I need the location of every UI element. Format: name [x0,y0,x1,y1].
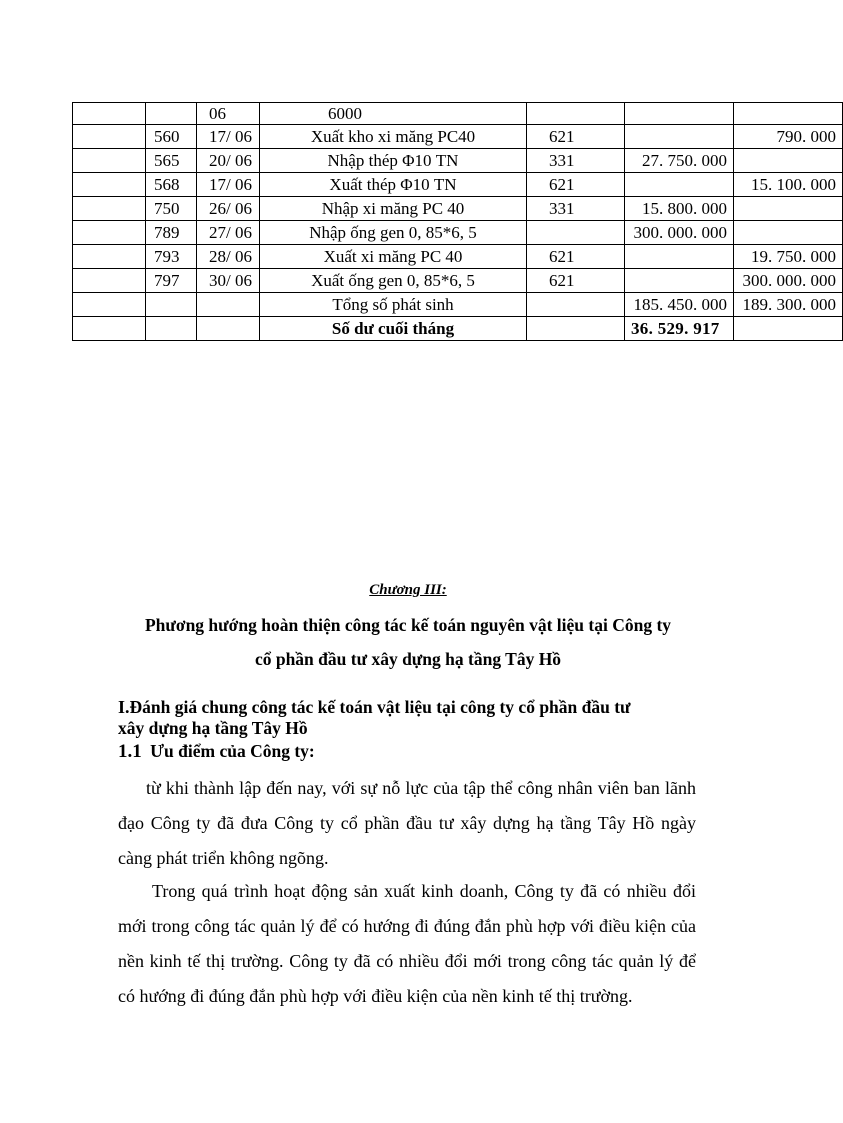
table-cell-doc-number: 560 [146,125,197,149]
table-cell-debit [625,245,734,269]
paragraph: Trong quá trình hoạt động sản xuất kinh doanh, Công ty đã có nhiều đổi mới trong công tác quản lý để có hướng đi đúng đắn phù hợp với điều kiện của nền kinh tế thị trường. Công ty đã có nhiều đổi mới trong công tác quản lý để có hướng đi đúng đắn phù hợp với điều kiện của nền kinh tế thị trường. [118,881,696,1006]
table-cell-date: 28/ 06 [197,245,260,269]
table-cell-date: 27/ 06 [197,221,260,245]
table-cell-description: Xuất kho xi măng PC40 [260,125,527,149]
table-cell-debit: 300. 000. 000 [625,221,734,245]
table-row [73,103,843,125]
table-cell-credit: 19. 750. 000 [734,245,843,269]
table-cell-date: 30/ 06 [197,269,260,293]
table-row [73,197,843,221]
table-cell-credit: 300. 000. 000 [734,269,843,293]
table-cell-account [527,103,625,125]
table-cell-debit [625,269,734,293]
chapter-label: Chương III: [369,582,447,598]
table-row [73,245,843,269]
table-cell [73,221,146,245]
table-cell-credit [734,149,843,173]
table-cell [73,173,146,197]
table-cell [197,317,260,341]
table-cell-description: Tổng số phát sinh [260,293,527,317]
subsection-title: Ưu điểm của Công ty: [150,741,315,761]
table-cell-debit [625,173,734,197]
table-cell-date: 26/ 06 [197,197,260,221]
table-cell-date: 06 [197,103,260,125]
table-cell-credit [734,197,843,221]
table-row-closing-balance [73,317,843,341]
table-cell-description: Nhập ống gen 0, 85*6, 5 [260,221,527,245]
table-cell-doc-number: 789 [146,221,197,245]
table-cell [73,149,146,173]
table-cell-credit: 790. 000 [734,125,843,149]
table-cell [73,317,146,341]
table-cell-account [527,221,625,245]
chapter-title-line: cổ phần đầu tư xây dựng hạ tầng Tây Hồ [254,649,562,669]
table-cell [527,293,625,317]
table-row [73,125,843,149]
table-cell-debit [625,125,734,149]
table-cell-doc-number: 793 [146,245,197,269]
table-cell-date: 17/ 06 [197,125,260,149]
table-cell-doc-number: 568 [146,173,197,197]
table-cell-description: Nhập xi măng PC 40 [260,197,527,221]
table-cell [73,197,146,221]
table-row-total [73,293,843,317]
ledger-table [72,102,843,341]
table-cell [146,103,197,125]
table-cell [146,317,197,341]
table-cell-account: 621 [527,125,625,149]
table-cell [734,317,843,341]
table-cell-account: 621 [527,173,625,197]
subsection-number: 1.1 [118,741,142,762]
table-cell-description: 6000 [260,103,527,125]
table-cell-credit [734,221,843,245]
table-cell-description: Xuất xi măng PC 40 [260,245,527,269]
section-title-line: xây dựng hạ tầng Tây Hồ [118,718,308,738]
table-cell-debit: 27. 750. 000 [625,149,734,173]
ledger-body [73,103,843,341]
table-cell [146,293,197,317]
table-cell [73,269,146,293]
chapter-title [100,608,716,676]
table-cell-description: Nhập thép Φ10 TN [260,149,527,173]
table-cell [73,293,146,317]
table-cell-debit: 15. 800. 000 [625,197,734,221]
chapter-title-line: Phương hướng hoàn thiện công tác kế toán nguyên vật liệu tại Công ty [144,615,672,635]
table-cell-description: Số dư cuối tháng [260,317,527,341]
table-cell-doc-number: 797 [146,269,197,293]
table-cell-description: Xuất thép Φ10 TN [260,173,527,197]
table-cell-doc-number: 750 [146,197,197,221]
table-cell-account: 331 [527,149,625,173]
table-row [73,221,843,245]
table-cell-closing-balance: 36. 529. 917 [625,317,734,341]
table-row [73,173,843,197]
table-cell-debit [625,103,734,125]
section-title-line: Đánh giá chung công tác kế toán vật liệu tại công ty cổ phần đầu tư [129,697,631,717]
table-cell-description: Xuất ống gen 0, 85*6, 5 [260,269,527,293]
table-cell-account: 621 [527,269,625,293]
table-cell-credit [734,103,843,125]
table-row [73,269,843,293]
table-cell-account: 331 [527,197,625,221]
table-row [73,149,843,173]
subsection-heading [118,741,315,763]
table-cell [527,317,625,341]
table-cell-account: 621 [527,245,625,269]
table-cell-debit-total: 185. 450. 000 [625,293,734,317]
table-cell-date: 17/ 06 [197,173,260,197]
table-cell [197,293,260,317]
section-heading [118,697,718,739]
section-number: I. [118,697,130,717]
table-cell-credit: 15. 100. 000 [734,173,843,197]
table-cell [73,125,146,149]
table-cell [73,103,146,125]
table-cell-credit-total: 189. 300. 000 [734,293,843,317]
table-cell-doc-number: 565 [146,149,197,173]
paragraph: từ khi thành lập đến nay, với sự nỗ lực của tập thể công nhân viên ban lãnh đạo Công ty đã đưa Công ty cổ phần đầu tư xây dựng hạ tầng Tây Hồ ngày càng phát triển không ngõng. [118,778,696,868]
table-cell [73,245,146,269]
table-cell-date: 20/ 06 [197,149,260,173]
